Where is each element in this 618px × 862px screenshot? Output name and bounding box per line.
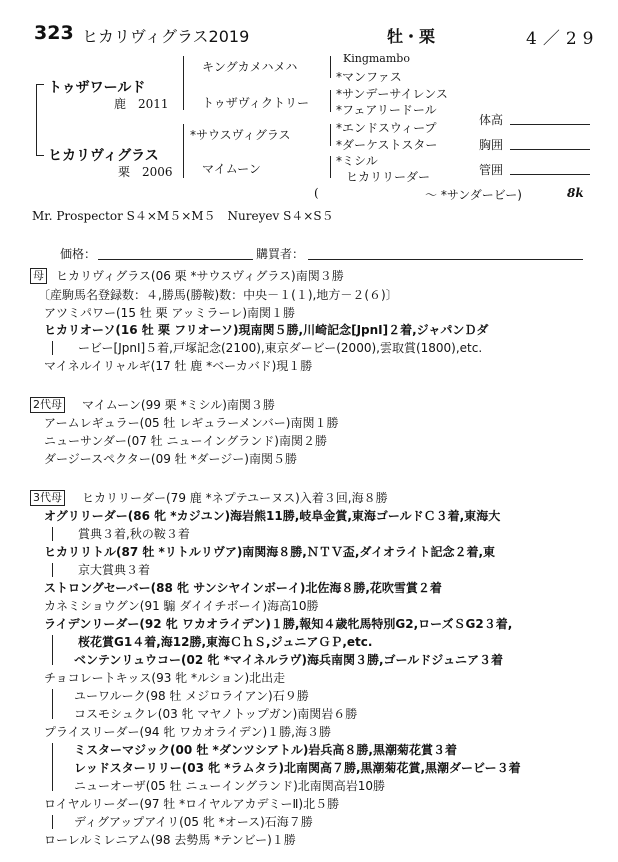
- progeny-line: アームレギュラー(05 牡 レギュラーメンバー)南関１勝: [44, 416, 339, 430]
- lot-number: 323: [34, 22, 74, 44]
- progeny-line: カネミショウグン(91 騸 ダイイチボーイ)海高10勝: [44, 599, 319, 613]
- progeny-line: オグリリーダー(86 牝 *カジユン)海岩熊11勝,岐阜金賞,東海ゴールドＣ３着,東海大: [44, 509, 501, 523]
- inbreeding: Mr. Prospector S４×M５×M５ Nureyev S４×S５: [32, 209, 334, 223]
- g3-2: *マンファス: [336, 70, 402, 84]
- progeny-line: ダージースペクター(09 牡 *ダージー)南関５勝: [44, 452, 297, 466]
- sire-color-year: 鹿 2011: [114, 97, 169, 111]
- dam-dam: マイムーン: [202, 162, 261, 176]
- third-dam-line: ヒカリリーダー(79 鹿 *ネプテユーヌス)入着３回,海８勝: [82, 491, 388, 505]
- buyer-field[interactable]: [308, 259, 583, 260]
- progeny-line: チョコレートキッス(93 牝 *ルション)北出走: [44, 671, 286, 685]
- progeny-line: マイネルイリャルギ(17 牡 鹿 *ベーカバド)現１勝: [44, 359, 313, 373]
- dam-color-year: 栗 2006: [118, 165, 173, 179]
- height-label: 体高: [479, 113, 504, 127]
- cannon-field[interactable]: [510, 174, 590, 175]
- progeny-line: ストロングセーバー(88 牝 サンシヤインボーイ)北佐海８勝,花吹雪賞２着: [44, 581, 442, 595]
- section-tag-dam: 母: [30, 268, 47, 284]
- cannon-label: 管囲: [479, 163, 504, 177]
- grand-progeny-line: ユーワルーク(98 牡 メジロライアン)石９勝: [74, 689, 309, 703]
- g3-3: *サンデーサイレンス: [336, 87, 448, 101]
- dam-sire: *サウスヴィグラス: [190, 128, 291, 142]
- section-tag-second-dam: 2代母: [30, 397, 65, 413]
- sire-dam: トゥザヴィクトリー: [202, 96, 309, 110]
- grand-progeny-line: ニューオーザ(05 牡 ニューイングランド)北南関高岩10勝: [74, 779, 386, 793]
- grand-progeny-line: レッドスターリリー(03 牝 *ラムタラ)北南関高７勝,黒潮菊花賞,黒潮ダービー３着: [74, 761, 521, 775]
- sire-sire: キングカメハメハ: [202, 60, 298, 74]
- weight: 8k: [567, 186, 584, 200]
- sex-color: 牡・栗: [387, 27, 436, 46]
- dam-name: ヒカリヴィグラス: [48, 148, 159, 164]
- second-dam-line: マイムーン(99 栗 *ミシル)南関３勝: [82, 398, 275, 412]
- section-tag-third-dam: 3代母: [30, 490, 65, 506]
- grand-progeny-line: コスモシュクレ(03 牝 マヤノトップガン)南関岩６勝: [74, 707, 358, 721]
- height-field[interactable]: [510, 124, 590, 125]
- progeny-line: ロイヤルリーダー(97 牡 *ロイヤルアカデミーⅡ)北５勝: [44, 797, 340, 811]
- progeny-line: ニューサンダー(07 牡 ニューイングランド)南関２勝: [44, 434, 327, 448]
- progeny-line: ヒカリオーソ(16 牡 栗 フリオーソ)現南関５勝,川崎記念[JpnⅠ]２着,ジャパンＤダ: [44, 323, 489, 337]
- progeny-line-cont: 桜花賞G1４着,海12勝,東海ＣｈＳ,ジュニアＧＰ,etc.: [78, 635, 373, 649]
- horse-name: ヒカリヴィグラス2019: [82, 27, 250, 46]
- g3-1: Kingmambo: [343, 52, 410, 65]
- progeny-line: プライスリーダー(94 牝 ワカオライデン)１勝,海３勝: [44, 725, 331, 739]
- progeny-line-cont: 京大賞典３着: [78, 563, 151, 577]
- g3-5: *エンドスウィープ: [336, 121, 437, 135]
- price-label: 価格：: [60, 247, 97, 261]
- g3-6: *ダーケストスター: [336, 138, 438, 152]
- grand-progeny-line: ベンテンリュウコー(02 牝 *マイネルラヴ)海兵南関３勝,ゴールドジュニア３着: [74, 653, 504, 667]
- progeny-line: ライデンリーダー(92 牝 ワカオライデン)１勝,報知４歳牝馬特別G2,ローズＳG2３着,: [44, 617, 513, 631]
- family-note: ～ *サンダービー): [425, 188, 522, 202]
- progeny-line-cont: ービー[JpnⅠ]５着,戸塚記念(2100),東京ダービー(2000),雲取賞(1800),etc.: [78, 341, 483, 355]
- progeny-line: アツミパワー(15 牡 栗 アッミラーレ)南関１勝: [44, 306, 295, 320]
- progeny-line: ローレルミレニアム(98 去勢馬 *テンビー)１勝: [44, 833, 296, 847]
- buyer-label: 購買者：: [256, 247, 305, 261]
- price-field[interactable]: [98, 259, 253, 260]
- g3-7: *ミシル: [336, 154, 378, 168]
- g3-8: ヒカリリーダー: [346, 170, 431, 184]
- girth-field[interactable]: [510, 149, 590, 150]
- progeny-line: ヒカリリトル(87 牡 *リトルリヴア)南関海８勝,ＮＴＶ盃,ダイオライト記念２着,東: [44, 545, 496, 559]
- grand-progeny-line: ミスターマジック(00 牡 *ダンツシアトル)岩兵高８勝,黒潮菊花賞３着: [74, 743, 457, 757]
- progeny-line-cont: 賞典３着,秋の鞍３着: [78, 527, 190, 541]
- birth-date: 4／29: [526, 29, 600, 49]
- dam-progeny-summary: 〔産駒馬名登録数：４,勝馬(勝鞍)数：中央－１(１),地方－２(６)〕: [38, 288, 398, 302]
- girth-label: 胸囲: [479, 138, 504, 152]
- sire-name: トゥザワールド: [48, 80, 146, 96]
- g3-4: *フェアリードール: [336, 103, 437, 117]
- dam-line: ヒカリヴィグラス(06 栗 *サウスヴィグラス)南関３勝: [56, 269, 344, 283]
- grand-progeny-line: ディグアップアイリ(05 牝 *オース)石海７勝: [74, 815, 313, 829]
- family-paren-open: (: [314, 186, 319, 200]
